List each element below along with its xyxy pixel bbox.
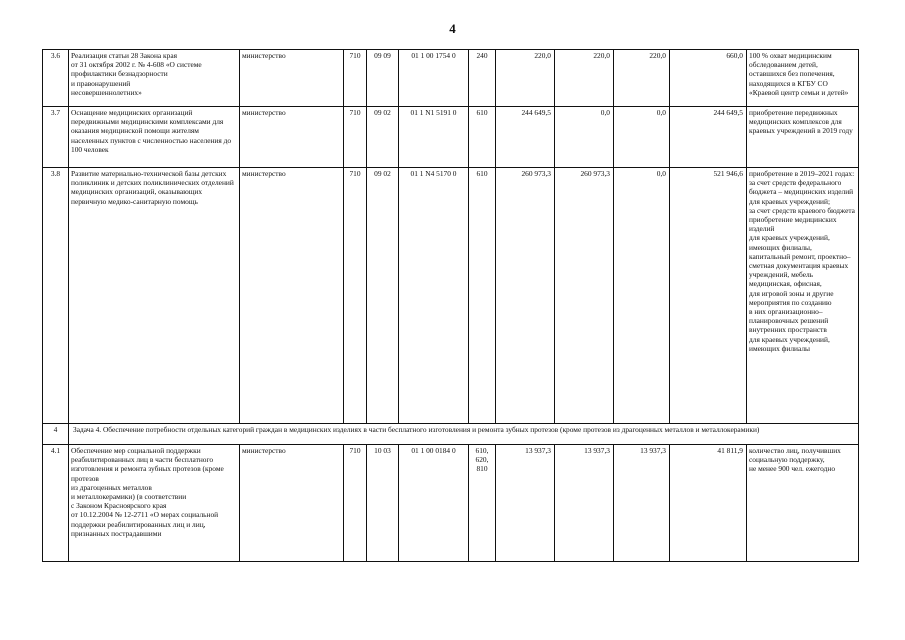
task-number: 4 [43, 424, 69, 445]
table-row [43, 168, 859, 424]
amount-year-2: 220,0 [555, 50, 614, 107]
expected-result: приобретение в 2019–2021 годах: за счет средств федерального бюджета – медицинских изделий для краевых учреждений; за счет средств краевого бюджета приобретение медицинских изделий для краевых учреждений, имеющих филиалы, капитальный ремонт, проектно–сметная документация краевых учреждений, мебель медицинская, офисная, для игровой зоны и другие мероприятия по созданию в них организационно–планировочных решений внутренних пространств для краевых учреждений, имеющих филиалы [747, 168, 859, 424]
amount-total: 41 811,9 [670, 445, 747, 562]
csr-code: 01 1 00 1754 0 [399, 50, 469, 107]
grbs-code: 710 [344, 445, 367, 562]
executor: министерство [240, 107, 344, 168]
measure-name: Реализация статьи 28 Закона края от 31 октября 2002 г. № 4-608 «О системе профилактики безнадзорности и правонарушений несовершеннолетних» [69, 50, 240, 107]
amount-year-1: 244 649,5 [496, 107, 555, 168]
program-measures-table [42, 49, 859, 562]
row-number: 3.7 [43, 107, 69, 168]
page-number: 4 [449, 21, 456, 36]
row-number: 4.1 [43, 445, 69, 562]
executor: министерство [240, 445, 344, 562]
executor: министерство [240, 50, 344, 107]
amount-total: 660,0 [670, 50, 747, 107]
table-row [43, 107, 859, 168]
amount-total: 521 946,6 [670, 168, 747, 424]
amount-year-3: 220,0 [614, 50, 670, 107]
vr-code: 240 [469, 50, 496, 107]
grbs-code: 710 [344, 107, 367, 168]
vr-code: 610 [469, 168, 496, 424]
amount-year-1: 13 937,3 [496, 445, 555, 562]
csr-code: 01 1 N4 5170 0 [399, 168, 469, 424]
rzpr-code: 09 09 [367, 50, 399, 107]
measure-name: Обеспечение мер социальной поддержки реабилитированных лиц в части бесплатного изготовления и ремонта зубных протезов (кроме протезов из драгоценных металлов и металлокерамики) (в соответствии с Законом Красноярского края от 10.12.2004 № 12-2711 «О мерах социальной поддержки реабилитированных лиц и лиц, признанных пострадавшими [69, 445, 240, 562]
rzpr-code: 10 03 [367, 445, 399, 562]
amount-year-2: 260 973,3 [555, 168, 614, 424]
amount-total: 244 649,5 [670, 107, 747, 168]
expected-result: количество лиц, получивших социальную поддержку, не менее 900 чел. ежегодно [747, 445, 859, 562]
grbs-code: 710 [344, 168, 367, 424]
table-row [43, 50, 859, 107]
amount-year-2: 13 937,3 [555, 445, 614, 562]
table-row [43, 445, 859, 562]
csr-code: 01 1 N1 5191 0 [399, 107, 469, 168]
executor: министерство [240, 168, 344, 424]
amount-year-3: 13 937,3 [614, 445, 670, 562]
measure-name: Оснащение медицинских организаций передвижными медицинскими комплексами для оказания медицинской помощи жителям населенных пунктов с численностью населения до 100 человек [69, 107, 240, 168]
task-header-row [43, 424, 859, 445]
task-title: Задача 4. Обеспечение потребности отдельных категорий граждан в медицинских изделиях в части бесплатного изготовления и ремонта зубных протезов (кроме протезов из драгоценных металлов и металлокерамики) [69, 424, 859, 445]
row-number: 3.8 [43, 168, 69, 424]
rzpr-code: 09 02 [367, 168, 399, 424]
vr-code: 610 [469, 107, 496, 168]
row-number: 3.6 [43, 50, 69, 107]
csr-code: 01 1 00 0184 0 [399, 445, 469, 562]
measure-name: Развитие материально-технической базы детских поликлиник и детских поликлинических отделений медицинских организаций, оказывающих первичную медико-санитарную помощь [69, 168, 240, 424]
amount-year-3: 0,0 [614, 107, 670, 168]
amount-year-1: 260 973,3 [496, 168, 555, 424]
grbs-code: 710 [344, 50, 367, 107]
amount-year-2: 0,0 [555, 107, 614, 168]
amount-year-1: 220,0 [496, 50, 555, 107]
vr-code: 610, 620, 810 [469, 445, 496, 562]
rzpr-code: 09 02 [367, 107, 399, 168]
expected-result: приобретение передвижных медицинских комплексов для краевых учреждений в 2019 году [747, 107, 859, 168]
amount-year-3: 0,0 [614, 168, 670, 424]
expected-result: 100 % охват медицинским обследованием детей, оставшихся без попечения, находящихся в КГБУ СО «Краевой центр семьи и детей» [747, 50, 859, 107]
